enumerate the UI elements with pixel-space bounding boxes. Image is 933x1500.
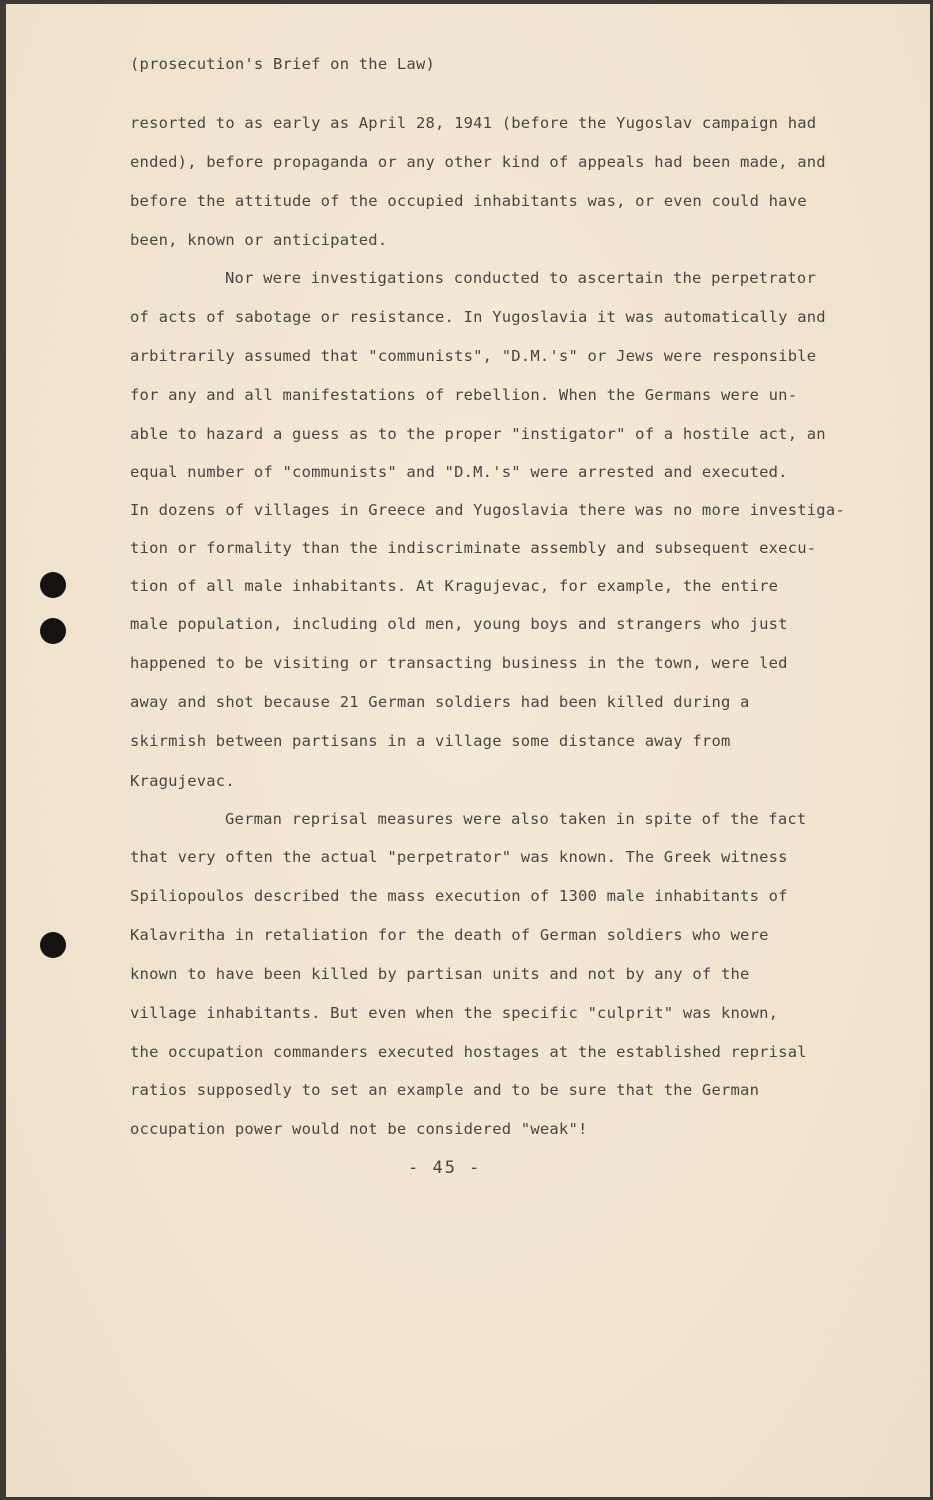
text-line: Nor were investigations conducted to ascertain the perpetrator [225, 269, 816, 287]
text-line: tion of all male inhabitants. At Kragujevac, for example, the entire [130, 577, 779, 595]
text-line: Kalavritha in retaliation for the death of German soldiers who were [130, 926, 769, 944]
text-line: ended), before propaganda or any other kind of appeals had been made, and [130, 153, 826, 171]
text-line: In dozens of villages in Greece and Yugoslavia there was no more investiga- [130, 501, 845, 519]
page-number: - 45 - [408, 1158, 482, 1178]
text-line: of acts of sabotage or resistance. In Yugoslavia it was automatically and [130, 308, 826, 326]
page-edge-left [0, 0, 6, 1500]
text-line: skirmish between partisans in a village some distance away from [130, 732, 731, 750]
text-line: German reprisal measures were also taken in spite of the fact [225, 810, 807, 828]
text-line: equal number of "communists" and "D.M.'s" were arrested and executed. [130, 463, 788, 481]
text-line: away and shot because 21 German soldiers had been killed during a [130, 693, 750, 711]
punch-hole [40, 932, 66, 958]
text-line: male population, including old men, young boys and strangers who just [130, 615, 788, 633]
page-edge-top [0, 0, 933, 4]
text-line: known to have been killed by partisan units and not by any of the [130, 965, 750, 983]
text-line: tion or formality than the indiscriminate assembly and subsequent execu- [130, 539, 817, 557]
text-line: that very often the actual "perpetrator" was known. The Greek witness [130, 848, 788, 866]
text-line: resorted to as early as April 28, 1941 (before the Yugoslav campaign had [130, 114, 817, 132]
text-line: village inhabitants. But even when the specific "culprit" was known, [130, 1004, 779, 1022]
text-line: before the attitude of the occupied inhabitants was, or even could have [130, 192, 807, 210]
text-line: Spiliopoulos described the mass execution of 1300 male inhabitants of [130, 887, 788, 905]
punch-hole [40, 572, 66, 598]
text-line: been, known or anticipated. [130, 231, 388, 249]
punch-hole [40, 618, 66, 644]
text-line: arbitrarily assumed that "communists", "D.M.'s" or Jews were responsible [130, 347, 817, 365]
page-header: (prosecution's Brief on the Law) [130, 55, 436, 73]
text-line: able to hazard a guess as to the proper "instigator" of a hostile act, an [130, 425, 826, 443]
text-line: ratios supposedly to set an example and to be sure that the German [130, 1081, 760, 1099]
text-line: occupation power would not be considered "weak"! [130, 1120, 588, 1138]
text-line: Kragujevac. [130, 772, 235, 790]
text-line: the occupation commanders executed hostages at the established reprisal [130, 1043, 807, 1061]
text-line: happened to be visiting or transacting business in the town, were led [130, 654, 788, 672]
text-line: for any and all manifestations of rebellion. When the Germans were un- [130, 386, 798, 404]
